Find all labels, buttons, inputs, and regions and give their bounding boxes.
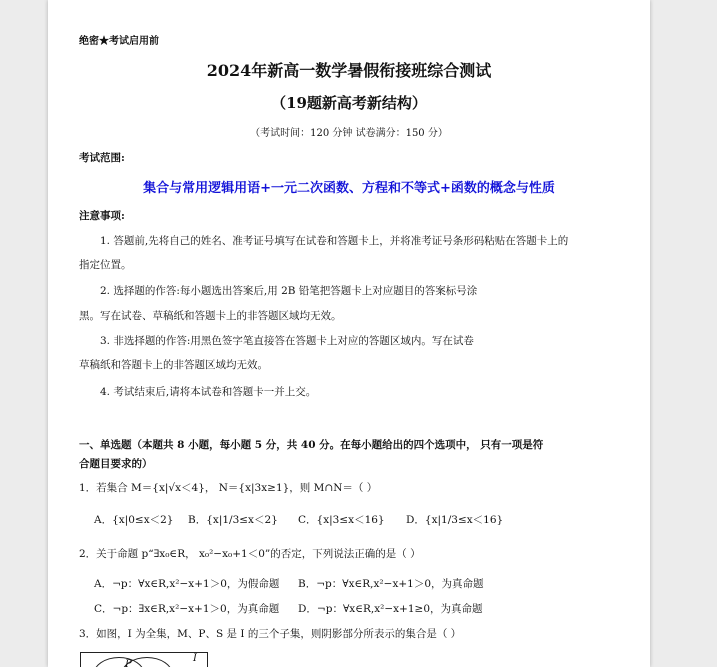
venn-label-i: I bbox=[193, 653, 197, 664]
question-1-stem: 1．若集合 M＝{x|√x＜4}， N＝{x|3x≥1}，则 M∩N＝（ ） bbox=[79, 482, 378, 494]
page-title: 2024年新高一数学暑假衔接班综合测试 bbox=[206, 61, 492, 80]
section-heading: 一、单选题（本题共 8 小题，每小题 5 分，共 40 分。在每小题给出的四个选项中， 只有一项是符 bbox=[79, 439, 544, 451]
page-subtitle: （19题新高考新结构） bbox=[271, 94, 427, 112]
document-page bbox=[48, 0, 650, 667]
venn-label-p: P bbox=[125, 659, 132, 667]
question-2-option-a: A．¬p：∀x∈R,x²−x+1＞0，为假命题 bbox=[94, 578, 280, 590]
scope-label: 考试范围: bbox=[79, 152, 125, 164]
note-line: 1. 答题前,先将自己的姓名、准考证号填写在试卷和答题卡上，并将准考证号条形码粘贴在答题卡上的 bbox=[100, 235, 569, 247]
question-2-option-c: C．¬p：∃x∈R,x²−x+1＞0，为真命题 bbox=[94, 603, 280, 615]
question-1-option-a: A．{x|0≤x＜2} bbox=[94, 514, 174, 526]
secret-mark: 绝密★考试启用前 bbox=[79, 36, 159, 47]
note-line: 2. 选择题的作答:每小题选出答案后,用 2B 铅笔把答题卡上对应题目的答案标号涂 bbox=[100, 285, 478, 297]
question-3-stem: 3．如图，I 为全集，M、P、S 是 I 的三个子集，则阴影部分所表示的集合是（ ） bbox=[79, 628, 462, 640]
question-1-option-d: D．{x|1/3≤x＜16} bbox=[406, 514, 504, 526]
exam-info: （考试时间：120 分钟 试卷满分：150 分） bbox=[250, 128, 448, 139]
question-1-option-c: C．{x|3≤x＜16} bbox=[298, 514, 385, 526]
venn-diagram bbox=[80, 652, 208, 667]
note-line: 指定位置。 bbox=[79, 259, 132, 271]
question-1-option-b: B．{x|1/3≤x＜2} bbox=[188, 514, 278, 526]
note-line: 3. 非选择题的作答:用黑色签字笔直接答在答题卡上对应的答题区域内。写在试卷 bbox=[100, 335, 474, 347]
question-2-option-b: B．¬p：∀x∈R,x²−x+1＞0，为真命题 bbox=[298, 578, 484, 590]
scope-text: 集合与常用逻辑用语+一元二次函数、方程和不等式+函数的概念与性质 bbox=[143, 181, 555, 196]
notes-label: 注意事项: bbox=[79, 210, 125, 222]
note-line: 草稿纸和答题卡上的非答题区域均无效。 bbox=[79, 359, 268, 371]
note-line: 4. 考试结束后,请将本试卷和答题卡一并上交。 bbox=[100, 386, 317, 398]
question-2-option-d: D．¬p：∀x∈R,x²−x+1≥0，为真命题 bbox=[298, 603, 483, 615]
section-heading-cont: 合题目要求的） bbox=[79, 458, 153, 470]
note-line: 黑。写在试卷、草稿纸和答题卡上的非答题区域均无效。 bbox=[79, 310, 342, 322]
question-2-stem: 2．关于命题 p“∃x₀∈R， x₀²−x₀+1＜0”的否定，下列说法正确的是（ ） bbox=[79, 548, 421, 560]
